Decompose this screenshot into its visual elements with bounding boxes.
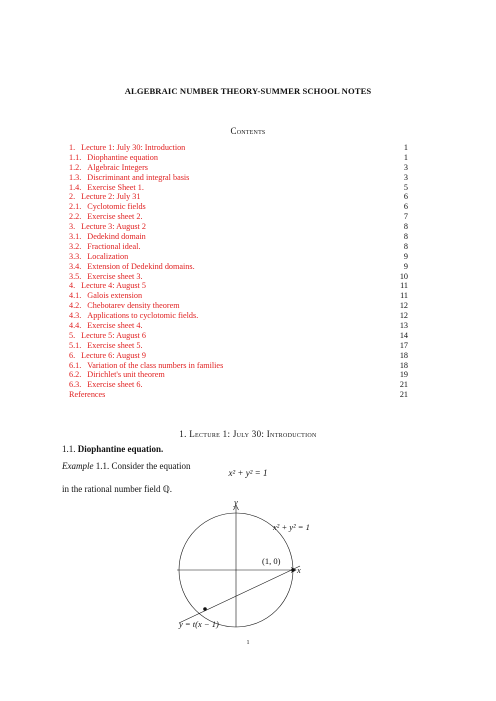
toc-title: Lecture 6: August 9	[81, 350, 146, 360]
example-text: Consider the equation	[111, 461, 191, 471]
toc-row	[69, 252, 408, 262]
intersection-point	[203, 607, 207, 611]
toc-row	[69, 291, 408, 301]
toc-row	[69, 183, 408, 193]
toc-row	[69, 173, 408, 183]
toc-page-number: 11	[400, 291, 408, 301]
toc-link[interactable]	[69, 212, 143, 221]
toc-title: Lecture 4: August 5	[81, 281, 146, 291]
y-axis-label: y	[234, 497, 238, 507]
subsection-number: 1.1.	[62, 444, 76, 454]
toc-row	[69, 143, 408, 153]
toc-page-number: 9	[403, 251, 408, 261]
page-number: 1	[246, 640, 250, 646]
toc-row	[69, 361, 408, 371]
toc-title: Cyclotomic fields	[87, 202, 146, 212]
toc-page-number: 6	[403, 202, 408, 212]
point-label: (1, 0)	[262, 556, 281, 566]
toc-row	[69, 232, 408, 242]
toc-link[interactable]	[69, 351, 146, 360]
toc-row	[69, 390, 408, 400]
toc-page-number: 8	[403, 232, 408, 242]
field-text: in the rational number field ℚ.	[62, 484, 173, 494]
toc-link[interactable]	[69, 311, 198, 320]
toc-link[interactable]	[69, 163, 148, 172]
toc-title: Variation of the class numbers in families	[87, 360, 224, 370]
contents-heading: Contents	[230, 126, 266, 136]
toc-link[interactable]	[69, 202, 146, 211]
toc-row	[69, 281, 408, 291]
subsection-heading	[62, 444, 163, 454]
toc-title: Applications to cyclotomic fields.	[87, 311, 199, 321]
toc-title: Lecture 5: August 6	[81, 330, 146, 340]
toc-row	[69, 242, 408, 252]
toc-number: 1.3.	[69, 172, 82, 182]
toc-number: 1.2.	[69, 162, 82, 172]
toc-page-number: 12	[399, 301, 408, 311]
toc-title: References	[69, 390, 106, 400]
toc-page-number: 10	[399, 271, 408, 281]
toc-link[interactable]	[69, 301, 180, 310]
toc-title: Fractional ideal.	[87, 241, 141, 251]
toc-number: 6.3.	[69, 380, 82, 390]
toc-number: 2.1.	[69, 202, 82, 212]
toc-link[interactable]	[69, 262, 195, 271]
line-label: y = t(x − 1)	[179, 619, 219, 629]
toc-page-number: 1	[403, 152, 408, 162]
toc-row	[69, 153, 408, 163]
toc-row	[69, 262, 408, 272]
table-of-contents	[69, 143, 408, 400]
toc-page-number: 8	[403, 222, 408, 232]
toc-title: Localization	[87, 251, 129, 261]
toc-row	[69, 321, 408, 331]
toc-number: 1.1.	[69, 152, 82, 162]
toc-row	[69, 370, 408, 380]
secant-line	[179, 566, 300, 623]
toc-number: 4.2.	[69, 301, 82, 311]
toc-link[interactable]	[69, 153, 158, 162]
toc-number: 5.	[69, 330, 76, 340]
toc-title: Dedekind domain	[87, 232, 146, 242]
toc-page-number: 13	[399, 321, 408, 331]
toc-number: 4.1.	[69, 291, 82, 301]
point-1-0	[291, 568, 295, 572]
toc-title: Exercise sheet 4.	[87, 321, 143, 331]
toc-number: 4.3.	[69, 311, 82, 321]
toc-title: Lecture 2: July 31	[81, 192, 141, 202]
toc-row	[69, 331, 408, 341]
toc-page-number: 12	[399, 311, 408, 321]
toc-page-number: 18	[399, 350, 408, 360]
toc-page-number: 8	[403, 241, 408, 251]
toc-title: Chebotarev density theorem	[87, 301, 180, 311]
toc-link[interactable]	[69, 370, 165, 379]
toc-number: 2.2.	[69, 212, 82, 222]
toc-number: 5.1.	[69, 340, 82, 350]
toc-number: 2.	[69, 192, 76, 202]
equation	[0, 468, 496, 478]
toc-page-number: 18	[399, 360, 408, 370]
toc-link[interactable]	[69, 232, 146, 241]
toc-page-number: 3	[403, 162, 408, 172]
toc-title: Galois extension	[87, 291, 143, 301]
toc-row	[69, 222, 408, 232]
toc-link[interactable]	[69, 291, 142, 300]
toc-page-number: 9	[403, 261, 408, 271]
toc-row	[69, 380, 408, 390]
toc-page-number: 19	[399, 370, 408, 380]
toc-page-number: 7	[403, 212, 408, 222]
toc-link[interactable]	[69, 192, 140, 201]
toc-link[interactable]	[69, 331, 146, 340]
equation-text: x² + y² = 1	[228, 468, 268, 478]
toc-link[interactable]	[69, 321, 143, 330]
toc-link[interactable]	[69, 390, 105, 399]
toc-number: 4.	[69, 281, 76, 291]
toc-number: 3.2.	[69, 241, 82, 251]
toc-number: 6.2.	[69, 370, 82, 380]
toc-number: 1.4.	[69, 182, 82, 192]
toc-title: Diophantine equation	[87, 152, 158, 162]
toc-title: Lecture 1: July 30: Introduction	[81, 143, 186, 152]
toc-number: 3.	[69, 222, 76, 232]
toc-row	[69, 311, 408, 321]
toc-link[interactable]	[69, 222, 146, 231]
toc-number: 3.5.	[69, 271, 82, 281]
toc-link[interactable]	[69, 361, 223, 370]
toc-row	[69, 212, 408, 222]
toc-row	[69, 163, 408, 173]
toc-page-number: 6	[403, 192, 408, 202]
toc-row	[69, 272, 408, 282]
x-axis-label: x	[297, 565, 301, 575]
toc-page-number: 1	[403, 143, 408, 152]
toc-page-number: 14	[399, 330, 408, 340]
toc-title: Discriminant and integral basis	[87, 172, 190, 182]
toc-number: 3.3.	[69, 251, 82, 261]
toc-link[interactable]	[69, 143, 185, 152]
toc-number: 1.	[69, 143, 76, 152]
example-number: 1.1.	[95, 461, 110, 471]
toc-page-number: 21	[399, 390, 408, 400]
unit-circle-figure	[170, 495, 320, 635]
toc-row	[69, 351, 408, 361]
toc-page-number: 11	[400, 281, 408, 291]
toc-number: 3.1.	[69, 232, 82, 242]
toc-link[interactable]	[69, 242, 140, 251]
toc-row	[69, 202, 408, 212]
toc-page-number: 5	[403, 182, 408, 192]
subsection-title: Diophantine equation.	[77, 444, 164, 454]
toc-link[interactable]	[69, 281, 146, 290]
toc-row	[69, 192, 408, 202]
toc-number: 4.4.	[69, 321, 82, 331]
toc-page-number: 17	[399, 340, 408, 350]
toc-title: Exercise sheet 5.	[87, 340, 143, 350]
toc-link[interactable]	[69, 272, 143, 281]
toc-link[interactable]	[69, 380, 143, 389]
toc-title: Exercise sheet 3.	[87, 271, 143, 281]
toc-title: Lecture 3: August 2	[81, 222, 146, 232]
section-heading: 1. Lecture 1: July 30: Introduction	[179, 429, 317, 439]
toc-link[interactable]	[69, 183, 144, 192]
toc-number: 6.1.	[69, 360, 82, 370]
toc-row	[69, 301, 408, 311]
toc-link[interactable]	[69, 173, 189, 182]
toc-page-number: 21	[399, 380, 408, 390]
toc-title: Dirichlet's unit theorem	[87, 370, 165, 380]
example-label: Example	[62, 461, 94, 471]
circle-label: x² + y² = 1	[273, 522, 310, 532]
toc-link[interactable]	[69, 252, 128, 261]
toc-title: Exercise sheet 2.	[87, 212, 143, 222]
toc-title: Algebraic Integers	[87, 162, 148, 172]
toc-title: Exercise Sheet 1.	[87, 182, 144, 192]
document-title: ALGEBRAIC NUMBER THEORY-SUMMER SCHOOL NOTES	[124, 86, 372, 96]
toc-title: Exercise sheet 6.	[87, 380, 143, 390]
toc-number: 6.	[69, 350, 76, 360]
toc-page-number: 3	[403, 172, 408, 182]
toc-link[interactable]	[69, 341, 143, 350]
toc-number: 3.4.	[69, 261, 82, 271]
toc-title: Extension of Dedekind domains.	[87, 261, 195, 271]
toc-row	[69, 341, 408, 351]
